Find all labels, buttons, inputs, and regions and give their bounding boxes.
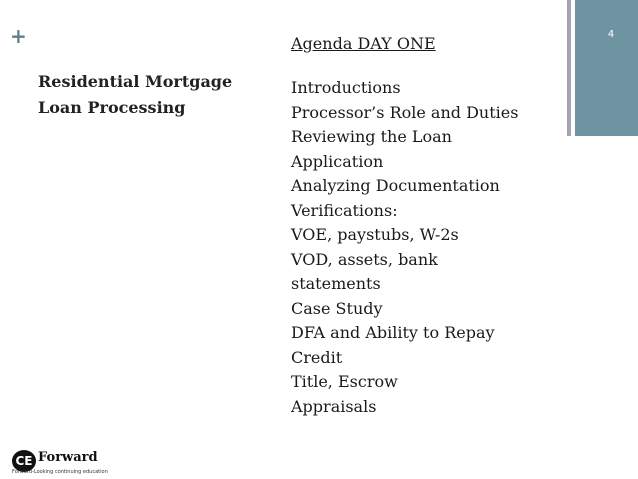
logo-wordmark: Forward (38, 450, 98, 465)
agenda-item: Credit (291, 347, 343, 367)
agenda-item: Appraisals (291, 396, 377, 416)
agenda-item: Verifications: (291, 200, 398, 220)
slide-title-line-1: Residential Mortgage (38, 72, 233, 91)
agenda-item: Processor’s Role and Duties (291, 102, 519, 122)
logo-mark: CE (12, 450, 36, 472)
agenda-item: Reviewing the Loan (291, 127, 452, 146)
agenda-item: Analyzing Documentation (291, 176, 500, 195)
logo-tagline: Forward-Looking continuing education (12, 469, 108, 475)
plus-icon: + (10, 24, 27, 48)
slide-number: 4 (607, 29, 615, 40)
agenda-item: statements (291, 274, 381, 293)
slide-title-line-2: Loan Processing (38, 98, 186, 117)
agenda-item: Introductions (291, 78, 401, 97)
agenda-item: VOD, assets, bank (291, 249, 438, 269)
agenda-item: Title, Escrow (291, 372, 398, 391)
agenda-item: VOE, paystubs, W-2s (291, 225, 459, 244)
slide-title (38, 69, 278, 121)
agenda-item: Application (291, 151, 384, 171)
ce-forward-logo (12, 447, 132, 477)
agenda-item: Case Study (291, 298, 383, 318)
agenda-list (291, 76, 571, 419)
agenda-item: DFA and Ability to Repay (291, 323, 495, 342)
accent-bar (575, 0, 638, 136)
agenda-heading: Agenda DAY ONE (291, 34, 436, 53)
